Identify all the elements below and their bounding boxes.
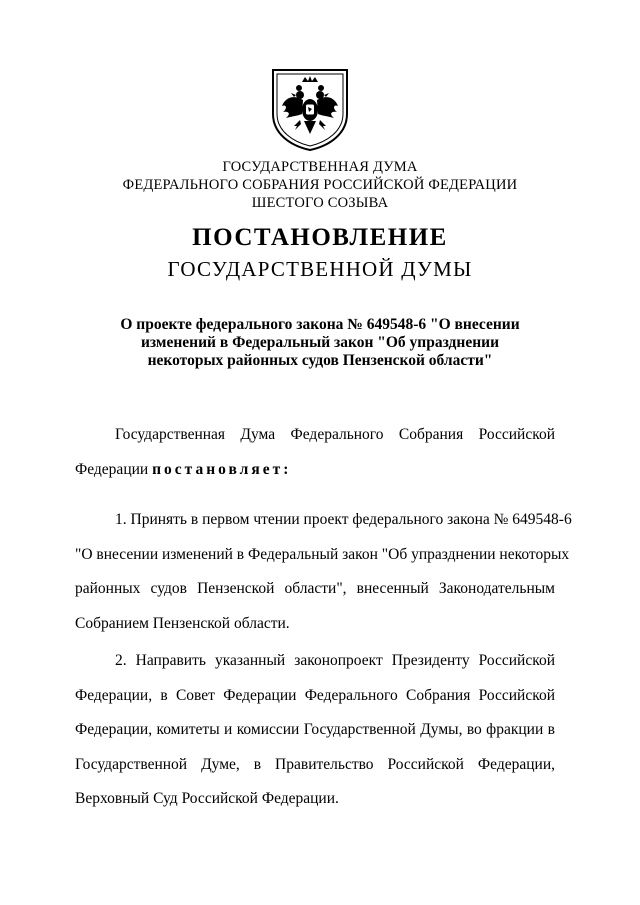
item-1-line-2: "О внесении изменений в Федеральный закон "Об упразднении некоторых xyxy=(75,545,570,563)
intro-paragraph xyxy=(75,418,555,487)
header-line-2: ФЕДЕРАЛЬНОГО СОБРАНИЯ РОССИЙСКОЙ ФЕДЕРАЦИИ xyxy=(122,177,518,193)
item-1-line-4: Собранием Пензенской области. xyxy=(75,614,290,632)
document-title: ПОСТАНОВЛЕНИЕ xyxy=(192,224,448,251)
header-line-3: ШЕСТОГО СОЗЫВА xyxy=(251,195,389,211)
intro-line-2 xyxy=(75,453,555,488)
item-2-line-1: 2. Направить указанный законопроект Президенту Российской xyxy=(115,652,555,669)
document-subject xyxy=(0,316,640,370)
russian-coat-of-arms-icon xyxy=(269,68,351,152)
item-1-line-1: 1. Принять в первом чтении проект федерального закона № 649548-6 xyxy=(115,511,572,528)
item-2-paragraph xyxy=(75,644,555,817)
subject-line-3: некоторых районных судов Пензенской области" xyxy=(147,352,493,369)
item-1-paragraph xyxy=(75,503,572,641)
intro-resolves: постановляет: xyxy=(152,460,292,478)
item-2-line-2: Федерации, в Совет Федерации Федерального Собрания Российской xyxy=(75,686,555,704)
item-2-line-4: Государственной Думе, в Правительство Российской Федерации, xyxy=(75,755,555,773)
subject-line-2: изменений в Федеральный закон "Об упразднении xyxy=(140,334,500,351)
header-line-1: ГОСУДАРСТВЕННАЯ ДУМА xyxy=(222,159,418,175)
document-subtitle: ГОСУДАРСТВЕННОЙ ДУМЫ xyxy=(167,257,473,281)
item-2-line-3: Федерации, комитеты и комиссии Государственной Думы, во фракции в xyxy=(75,721,555,738)
item-2-line-5: Верховный Суд Российской Федерации. xyxy=(75,790,339,807)
intro-line-2-start: Федерации xyxy=(75,460,153,478)
item-1-line-3: районных судов Пензенской области", внесенный Законодательным xyxy=(75,580,555,597)
subject-line-1: О проекте федерального закона № 649548-6 "О внесении xyxy=(120,316,520,333)
intro-line-1: Государственная Дума Федерального Собрания Российской xyxy=(115,426,555,443)
